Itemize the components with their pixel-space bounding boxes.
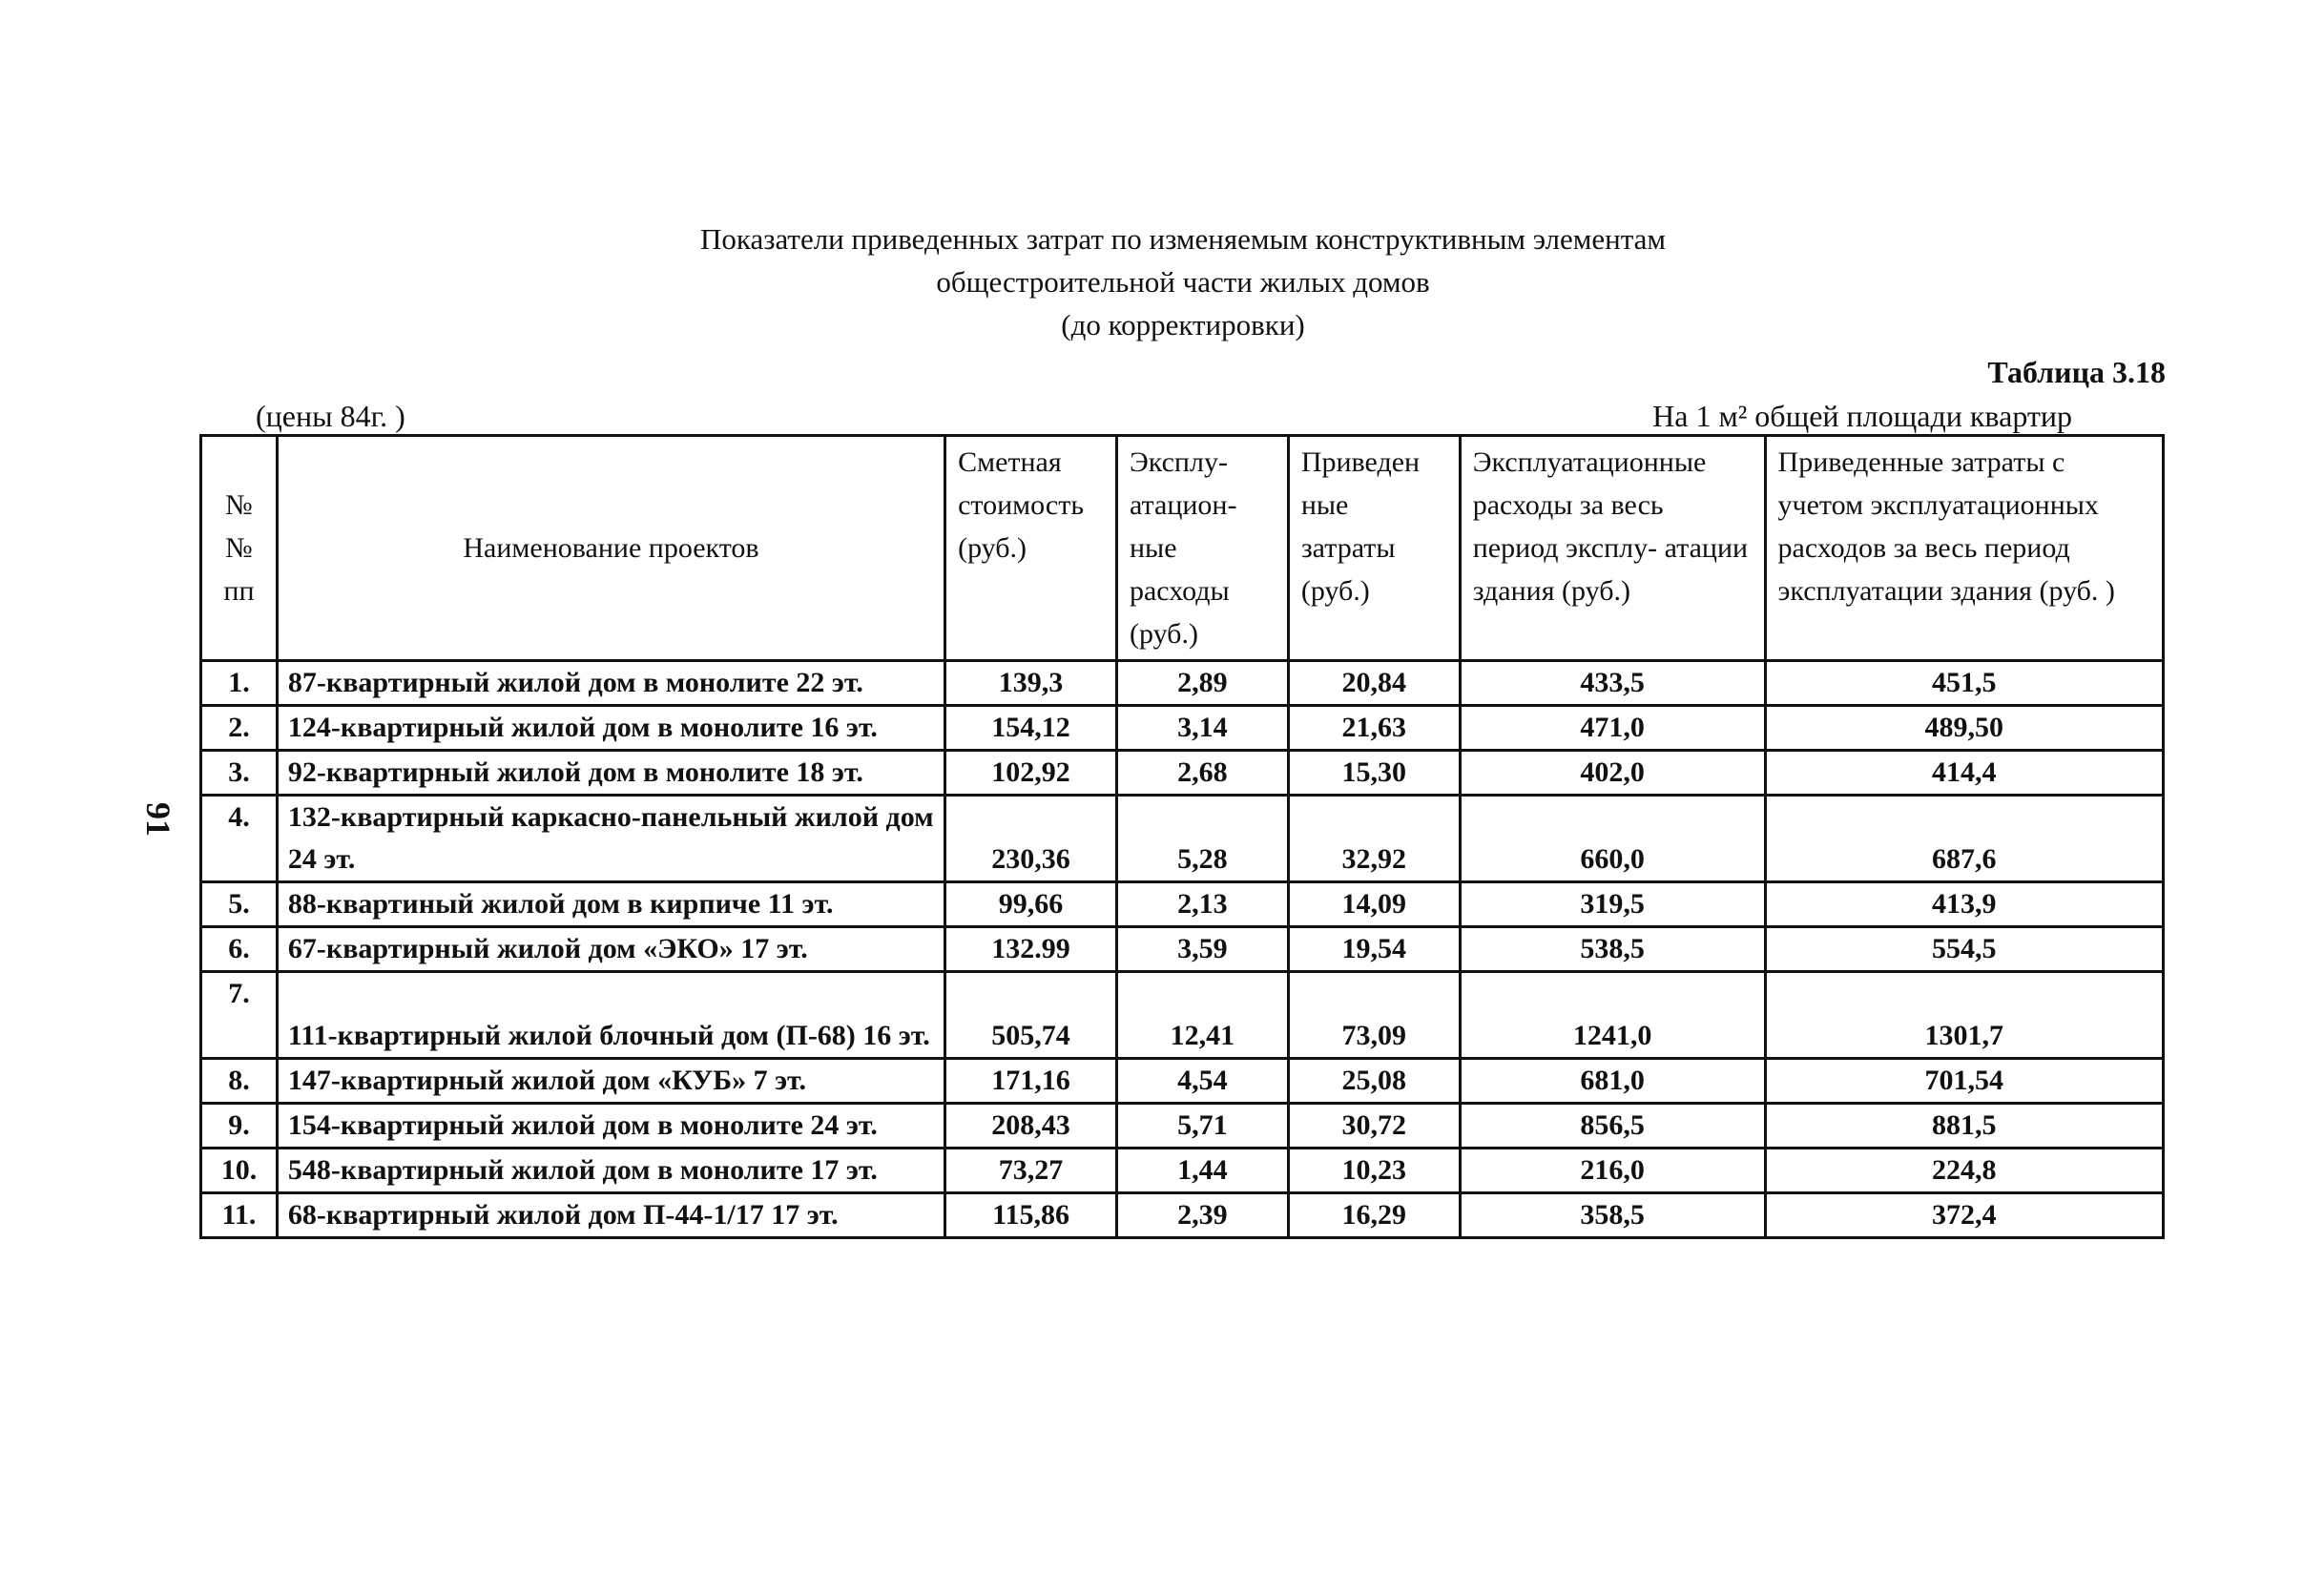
column-header-op: Эксплу- атацион- ные расходы (руб.) bbox=[1116, 436, 1288, 661]
op-total-value: 216,0 bbox=[1460, 1149, 1765, 1193]
op-total-value: 358,5 bbox=[1460, 1193, 1765, 1238]
column-header-cost: Сметная стоимость (руб.) bbox=[945, 436, 1117, 661]
reduced-total-value: 413,9 bbox=[1765, 882, 2163, 927]
cost-value: 99,66 bbox=[945, 882, 1117, 927]
row-number: 4. bbox=[201, 796, 278, 882]
project-name: 132-квартирный каркасно-панельный жилой дом 24 эт. bbox=[277, 796, 944, 882]
table-row bbox=[201, 1059, 2164, 1104]
reduced-total-value: 701,54 bbox=[1765, 1059, 2163, 1104]
op-value: 2,89 bbox=[1116, 661, 1288, 706]
column-header-reduced: Приведен ные затраты (руб.) bbox=[1288, 436, 1460, 661]
table-row bbox=[201, 796, 2164, 882]
reduced-value: 19,54 bbox=[1288, 927, 1460, 972]
reduced-value: 20,84 bbox=[1288, 661, 1460, 706]
cost-value: 139,3 bbox=[945, 661, 1117, 706]
reduced-total-value: 687,6 bbox=[1765, 796, 2163, 882]
reduced-value: 10,23 bbox=[1288, 1149, 1460, 1193]
op-value: 2,68 bbox=[1116, 751, 1288, 796]
reduced-value: 73,09 bbox=[1288, 972, 1460, 1059]
table-body bbox=[201, 661, 2164, 1238]
cost-value: 154,12 bbox=[945, 706, 1117, 751]
cost-value: 132.99 bbox=[945, 927, 1117, 972]
table-row bbox=[201, 1104, 2164, 1149]
title-line: Показатели приведенных затрат по изменяемым конструктивным элементам bbox=[699, 222, 1667, 256]
project-name: 111-квартирный жилой блочный дом (П-68) 16 эт. bbox=[277, 972, 944, 1059]
project-name: 87-квартирный жилой дом в монолите 22 эт. bbox=[277, 661, 944, 706]
title-line: (до корректировки) bbox=[1061, 308, 1305, 342]
reduced-value: 15,30 bbox=[1288, 751, 1460, 796]
row-number: 11. bbox=[201, 1193, 278, 1238]
reduced-total-value: 554,5 bbox=[1765, 927, 2163, 972]
table-label: Таблица 3.18 bbox=[1987, 355, 2166, 389]
op-total-value: 433,5 bbox=[1460, 661, 1765, 706]
reduced-total-value: 489,50 bbox=[1765, 706, 2163, 751]
op-total-value: 856,5 bbox=[1460, 1104, 1765, 1149]
title-line: общестроительной части жилых домов bbox=[936, 265, 1430, 299]
prices-note: (цены 84г. ) bbox=[256, 399, 405, 433]
cost-value: 73,27 bbox=[945, 1149, 1117, 1193]
op-value: 2,39 bbox=[1116, 1193, 1288, 1238]
header-row bbox=[201, 436, 2164, 661]
row-number: 9. bbox=[201, 1104, 278, 1149]
table-row bbox=[201, 972, 2164, 1059]
table-row bbox=[201, 661, 2164, 706]
reduced-value: 30,72 bbox=[1288, 1104, 1460, 1149]
column-header-op-total: Эксплуатационные расходы за весь период эксплу- атации здания (руб.) bbox=[1460, 436, 1765, 661]
row-number: 7. bbox=[201, 972, 278, 1059]
table-row bbox=[201, 751, 2164, 796]
project-name: 88-квартиный жилой дом в кирпиче 11 эт. bbox=[277, 882, 944, 927]
reduced-value: 21,63 bbox=[1288, 706, 1460, 751]
op-total-value: 471,0 bbox=[1460, 706, 1765, 751]
op-value: 1,44 bbox=[1116, 1149, 1288, 1193]
row-number: 5. bbox=[201, 882, 278, 927]
table-row bbox=[201, 1149, 2164, 1193]
op-total-value: 402,0 bbox=[1460, 751, 1765, 796]
table-row bbox=[201, 882, 2164, 927]
table-row bbox=[201, 927, 2164, 972]
op-total-value: 1241,0 bbox=[1460, 972, 1765, 1059]
row-number: 3. bbox=[201, 751, 278, 796]
data-table bbox=[199, 434, 2165, 1239]
project-name: 548-квартирный жилой дом в монолите 17 эт. bbox=[277, 1149, 944, 1193]
row-number: 8. bbox=[201, 1059, 278, 1104]
row-number: 10. bbox=[201, 1149, 278, 1193]
reduced-value: 14,09 bbox=[1288, 882, 1460, 927]
page-number: 91 bbox=[139, 802, 177, 837]
reduced-total-value: 414,4 bbox=[1765, 751, 2163, 796]
reduced-value: 25,08 bbox=[1288, 1059, 1460, 1104]
op-value: 12,41 bbox=[1116, 972, 1288, 1059]
reduced-total-value: 224,8 bbox=[1765, 1149, 2163, 1193]
op-value: 5,28 bbox=[1116, 796, 1288, 882]
reduced-total-value: 372,4 bbox=[1765, 1193, 2163, 1238]
column-header-reduced-total: Приведенные затраты с учетом эксплуатационных расходов за весь период эксплуатации здания (руб. ) bbox=[1765, 436, 2163, 661]
unit-note: На 1 м² общей площади квартир bbox=[1652, 399, 2072, 433]
op-total-value: 660,0 bbox=[1460, 796, 1765, 882]
reduced-total-value: 881,5 bbox=[1765, 1104, 2163, 1149]
op-value: 2,13 bbox=[1116, 882, 1288, 927]
row-number: 6. bbox=[201, 927, 278, 972]
project-name: 124-квартирный жилой дом в монолите 16 эт. bbox=[277, 706, 944, 751]
project-name: 147-квартирный жилой дом «КУБ» 7 эт. bbox=[277, 1059, 944, 1104]
op-total-value: 538,5 bbox=[1460, 927, 1765, 972]
op-total-value: 319,5 bbox=[1460, 882, 1765, 927]
cost-value: 208,43 bbox=[945, 1104, 1117, 1149]
project-name: 154-квартирный жилой дом в монолите 24 эт. bbox=[277, 1104, 944, 1149]
op-value: 3,59 bbox=[1116, 927, 1288, 972]
reduced-value: 16,29 bbox=[1288, 1193, 1460, 1238]
project-name: 68-квартирный жилой дом П-44-1/17 17 эт. bbox=[277, 1193, 944, 1238]
project-name: 92-квартирный жилой дом в монолите 18 эт. bbox=[277, 751, 944, 796]
cost-value: 505,74 bbox=[945, 972, 1117, 1059]
cost-value: 171,16 bbox=[945, 1059, 1117, 1104]
cost-value: 115,86 bbox=[945, 1193, 1117, 1238]
reduced-total-value: 451,5 bbox=[1765, 661, 2163, 706]
table-row bbox=[201, 1193, 2164, 1238]
row-number: 1. bbox=[201, 661, 278, 706]
project-name: 67-квартирный жилой дом «ЭКО» 17 эт. bbox=[277, 927, 944, 972]
column-header-number: №№ пп bbox=[201, 436, 278, 661]
reduced-total-value: 1301,7 bbox=[1765, 972, 2163, 1059]
cost-value: 102,92 bbox=[945, 751, 1117, 796]
op-value: 5,71 bbox=[1116, 1104, 1288, 1149]
document-title bbox=[0, 217, 2324, 346]
table-row bbox=[201, 706, 2164, 751]
op-value: 3,14 bbox=[1116, 706, 1288, 751]
column-header-name: Наименование проектов bbox=[277, 436, 944, 661]
row-number: 2. bbox=[201, 706, 278, 751]
op-value: 4,54 bbox=[1116, 1059, 1288, 1104]
cost-value: 230,36 bbox=[945, 796, 1117, 882]
op-total-value: 681,0 bbox=[1460, 1059, 1765, 1104]
reduced-value: 32,92 bbox=[1288, 796, 1460, 882]
